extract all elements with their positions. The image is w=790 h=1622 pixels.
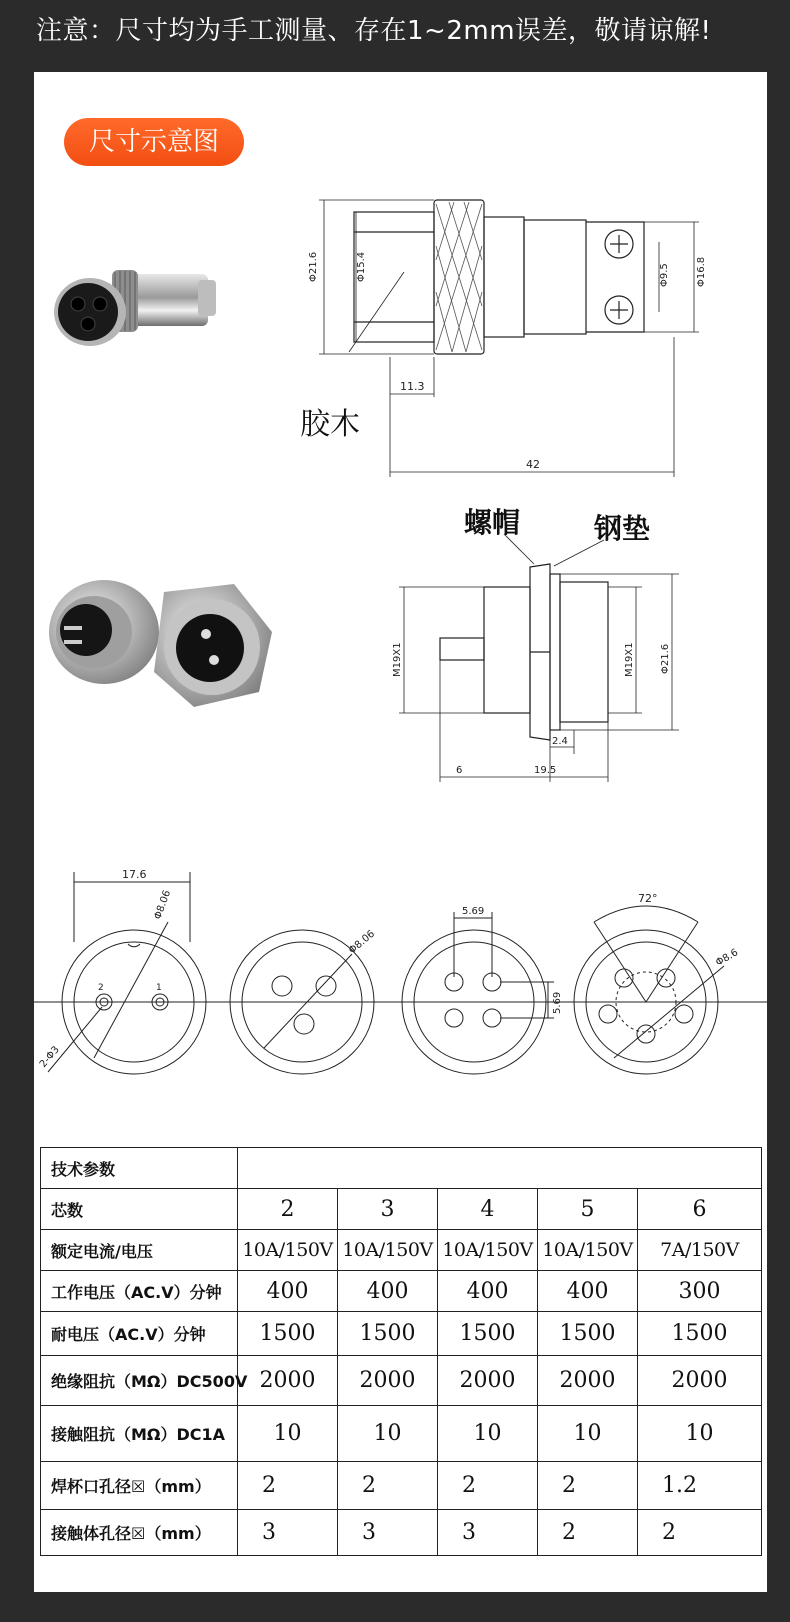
cell: 1500: [438, 1312, 538, 1356]
face4-angle-label: 72°: [638, 892, 658, 905]
cable-connector-photo: [48, 252, 218, 362]
washer-label: 钢垫: [594, 512, 651, 545]
row-label: 接触阻抗（MΩ）DC1A: [41, 1406, 238, 1462]
cell: 5: [538, 1189, 638, 1230]
row-label: 接触体孔径☒（mm）: [41, 1510, 238, 1556]
table-row: [41, 1312, 762, 1356]
cell: 2000: [538, 1356, 638, 1406]
table-row: [41, 1356, 762, 1406]
panel-connector-drawing: [374, 492, 714, 812]
dim-id-label: Φ15.4: [356, 251, 367, 282]
cell: 3: [338, 1189, 438, 1230]
spec-table: [40, 1147, 762, 1556]
dim-end-label: Φ16.8: [696, 256, 707, 287]
face1-pin1-label: 1: [156, 983, 162, 993]
od-label: Φ21.6: [660, 643, 671, 674]
dim-b-label: 6: [456, 765, 463, 776]
cell: 2: [438, 1462, 538, 1510]
cell: 7A/150V: [638, 1230, 762, 1271]
cell: 6: [638, 1189, 762, 1230]
cell: 3: [338, 1510, 438, 1556]
face-views-drawing: [34, 862, 767, 1092]
dim-c-label: 19.5: [534, 765, 557, 776]
nut-label: 螺帽: [464, 506, 521, 539]
dim-a-label: 2.4: [552, 736, 568, 747]
cell: 300: [638, 1271, 762, 1312]
dim-small-label: Φ9.5: [659, 263, 670, 287]
dim-od-label: Φ21.6: [308, 251, 319, 282]
cell: 10A/150V: [438, 1230, 538, 1271]
row-label: 工作电压（AC.V）分钟: [41, 1271, 238, 1312]
content-card: [34, 72, 767, 1592]
row-label: 额定电流/电压: [41, 1230, 238, 1271]
face1-pin2-label: 2: [98, 983, 104, 993]
cell: 400: [238, 1271, 338, 1312]
cell: 10: [438, 1406, 538, 1462]
face1-holes-label: 2-Φ3: [37, 1044, 62, 1070]
thread-left-label: M19X1: [392, 642, 403, 677]
cell: 10: [538, 1406, 638, 1462]
cell: 2000: [438, 1356, 538, 1406]
cell: 10A/150V: [238, 1230, 338, 1271]
panel-connector-photo: [44, 572, 279, 722]
section-title-button[interactable]: 尺寸示意图: [64, 118, 244, 166]
cell: 400: [438, 1271, 538, 1312]
cell: 10A/150V: [538, 1230, 638, 1271]
cell: 10: [238, 1406, 338, 1462]
notice-text: 注意：尺寸均为手工测量、存在1~2mm误差，敬请谅解!: [36, 16, 712, 46]
cell: 2: [538, 1510, 638, 1556]
table-row: [41, 1271, 762, 1312]
table-row: [41, 1230, 762, 1271]
face4-dia-label: Φ8.6: [714, 947, 741, 969]
face3-top-label: 5.69: [462, 906, 485, 917]
row-label: 耐电压（AC.V）分钟: [41, 1312, 238, 1356]
cell: 1500: [238, 1312, 338, 1356]
table-row: [41, 1189, 762, 1230]
table-row: [41, 1406, 762, 1462]
cell: 4: [438, 1189, 538, 1230]
table-header-row: [41, 1148, 762, 1189]
cell: 2000: [238, 1356, 338, 1406]
row-label: 焊杯口孔径☒（mm）: [41, 1462, 238, 1510]
face1-dia-label: Φ8.06: [152, 888, 174, 922]
cell: 2: [238, 1189, 338, 1230]
cell: 3: [238, 1510, 338, 1556]
cell: 1500: [538, 1312, 638, 1356]
cell: 10: [638, 1406, 762, 1462]
face1-width-label: 17.6: [122, 868, 147, 881]
cell: 2: [538, 1462, 638, 1510]
cell: 2: [338, 1462, 438, 1510]
cell: 400: [538, 1271, 638, 1312]
cell: 1.2: [638, 1462, 762, 1510]
bakelite-label: 胶木: [300, 407, 360, 442]
face2-dia-label: Φ8.06: [346, 928, 378, 957]
table-header-empty: [238, 1148, 762, 1189]
cell: 1500: [338, 1312, 438, 1356]
cell: 10: [338, 1406, 438, 1462]
table-row: [41, 1510, 762, 1556]
cell: 1500: [638, 1312, 762, 1356]
row-label: 绝缘阻抗（MΩ）DC500V: [41, 1356, 238, 1406]
cell: 2: [638, 1510, 762, 1556]
cell: 2000: [638, 1356, 762, 1406]
face3-side-label: 5.69: [552, 991, 563, 1014]
row-label: 芯数: [41, 1189, 238, 1230]
table-row: [41, 1462, 762, 1510]
len-short-label: 11.3: [400, 380, 425, 393]
table-header-label: 技术参数: [41, 1148, 238, 1189]
cell: 3: [438, 1510, 538, 1556]
cell: 10A/150V: [338, 1230, 438, 1271]
cable-connector-drawing: [264, 182, 724, 471]
len-total-label: 42: [526, 458, 540, 471]
thread-right-label: M19X1: [624, 642, 635, 677]
cell: 2000: [338, 1356, 438, 1406]
cell: 400: [338, 1271, 438, 1312]
cell: 2: [238, 1462, 338, 1510]
